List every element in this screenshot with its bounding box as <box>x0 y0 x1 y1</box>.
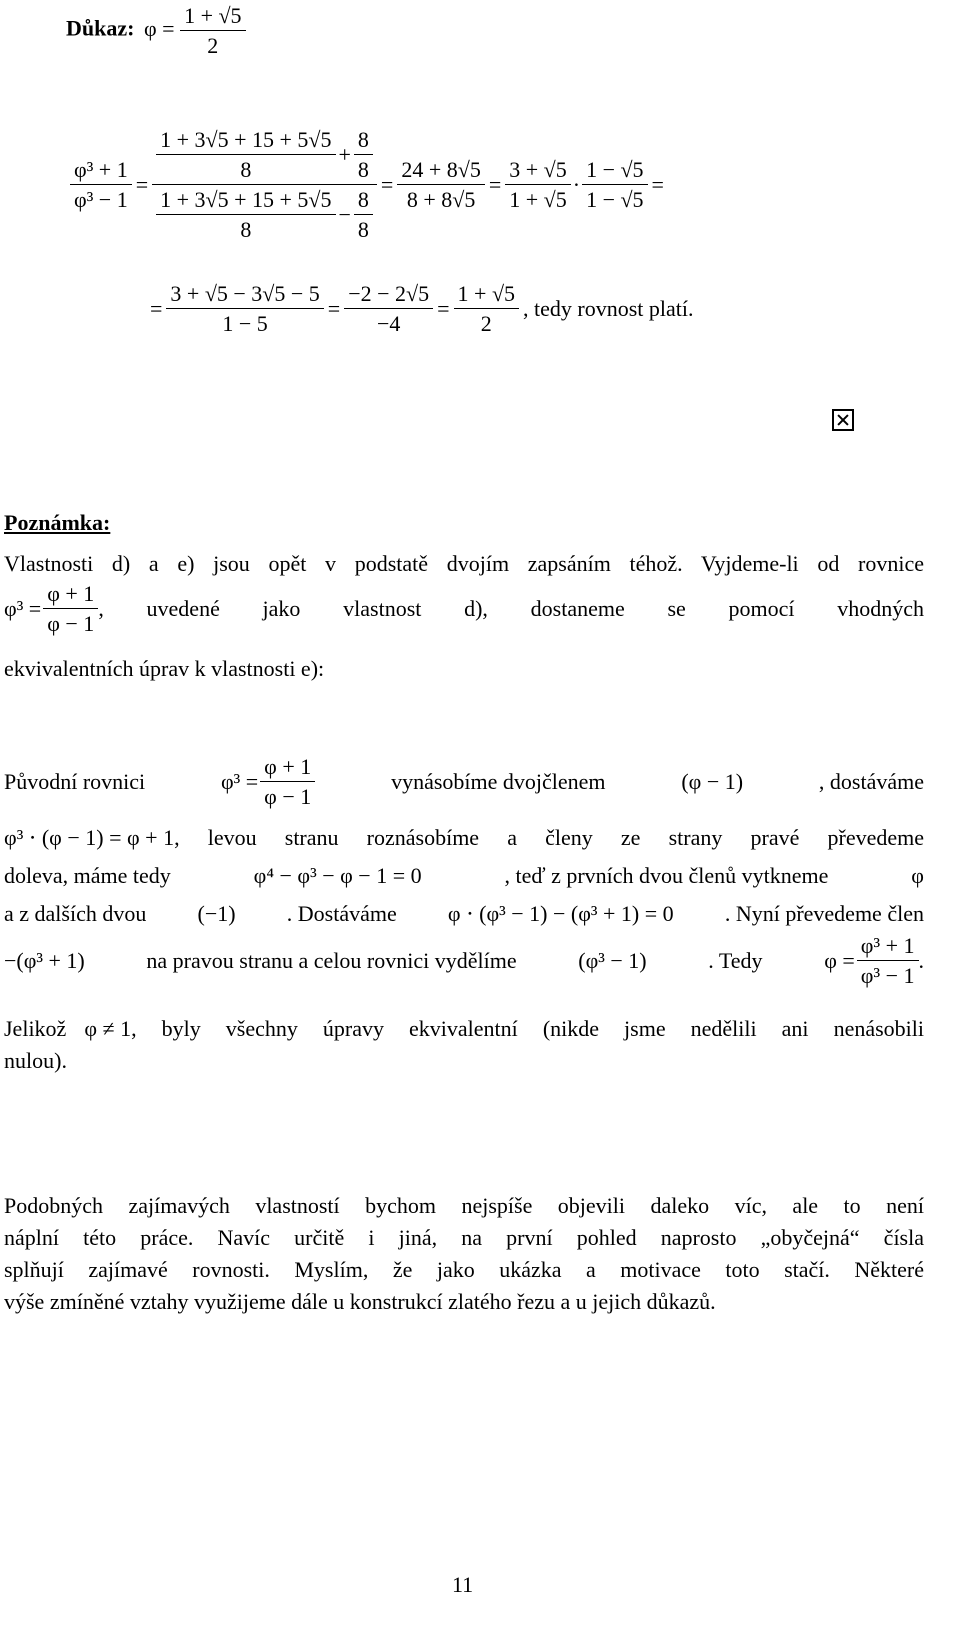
deriv-l4-text2: . Dostáváme <box>286 901 397 926</box>
eq2-s1-num: 3 + √5 − 3√5 − 5 <box>166 282 323 309</box>
eq1-big-den-den: 8 <box>240 217 252 243</box>
eq1-big-num-top: 1 + 3√5 + 15 + 5√5 <box>156 128 335 155</box>
eq2-s3-den: 2 <box>480 311 492 337</box>
eq1-step2-num: 24 + 8√5 <box>397 158 484 185</box>
page-number: 11 <box>452 1572 474 1597</box>
eq2-s2-den: −4 <box>376 311 401 337</box>
deriv-l3-expr: φ⁴ − φ³ − φ − 1 = 0 <box>253 863 422 888</box>
derivation-line-2 <box>4 822 924 854</box>
eq-sign: = <box>380 171 394 197</box>
plus-sign: + <box>338 142 351 168</box>
deriv-l4-expr1: (−1) <box>197 901 236 926</box>
eq1-two-den: 8 <box>357 217 369 243</box>
phi-definition-lhs: φ = <box>143 15 175 41</box>
eq-sign: = <box>651 171 664 197</box>
deriv-p1-frac-lhs: φ³ = <box>220 768 259 794</box>
eq1-step3b-num: 1 − √5 <box>582 158 647 185</box>
deriv-l4-text3: . Nyní převedeme člen <box>724 901 924 926</box>
derivation-line-1 <box>4 755 924 808</box>
derivation-line-3 <box>4 860 924 892</box>
deriv-l4-text1: a z dalších dvou <box>4 901 147 926</box>
deriv-l6-expr: φ ≠ 1 <box>84 1016 132 1041</box>
eq2-s3-num: 1 + √5 <box>454 282 519 309</box>
phi-def-numerator: 1 + √5 <box>180 4 245 31</box>
proof-label: Důkaz: <box>66 15 135 41</box>
deriv-l5-text1: na pravou stranu a celou rovnici vydělíme <box>146 947 517 973</box>
equation-line-2 <box>146 282 694 335</box>
eq-sign: = <box>150 295 163 321</box>
eq2-s1-fraction <box>166 282 323 335</box>
deriv-l3-text1: doleva, máme tedy <box>4 863 171 888</box>
deriv-l6-text2: , byly všechny úpravy ekvivalentní (nikde jsme nedělili ani nenásobili <box>131 1016 924 1041</box>
deriv-p1-expr: (φ − 1) <box>681 768 744 794</box>
eq-sign: = <box>437 295 450 321</box>
closing-line-3: splňují zajímavé rovnosti. Myslím, že jako ukázka a motivace toto stačí. Některé <box>4 1257 924 1282</box>
phi-def-denominator: 2 <box>207 33 219 59</box>
eq1-big-num-den: 8 <box>240 157 252 183</box>
eq-sign: = <box>488 171 502 197</box>
eq1-big-num-frac <box>156 128 335 181</box>
note-line-1: Vlastnosti d) a e) jsou opět v podstatě dvojím zapsáním téhož. Vyjdeme-li od rovnice <box>4 551 924 576</box>
eq2-s2-num: −2 − 2√5 <box>344 282 433 309</box>
closing-line-4: výše zmíněné vztahy využijeme dále u konstrukcí zlatého řezu a u jejich důkazů. <box>4 1289 716 1314</box>
eq2-s3-fraction <box>454 282 519 335</box>
derivation-line-6 <box>4 1013 924 1045</box>
eq-sign: = <box>135 171 149 197</box>
eq1-lhs-num: φ³ + 1 <box>70 158 132 185</box>
eq2-tail-text: , tedy rovnost platí. <box>523 295 694 321</box>
eq1-one-num: 8 <box>354 128 373 155</box>
deriv-l5-fraction <box>857 934 919 987</box>
deriv-l5-expr1: −(φ³ + 1) <box>4 947 85 973</box>
eq2-s1-den: 1 − 5 <box>222 311 268 337</box>
derivation-line-5 <box>4 934 924 987</box>
eq1-lhs-fraction <box>70 158 132 211</box>
eq2-s2-fraction <box>344 282 433 335</box>
eq1-one-frac <box>354 128 373 181</box>
eq-sign: = <box>327 295 341 321</box>
multiply-dot: · <box>572 171 581 197</box>
deriv-l4-expr2: φ ⋅ (φ³ − 1) − (φ³ + 1) = 0 <box>447 901 674 926</box>
deriv-l5-expr2: (φ³ − 1) <box>578 947 647 973</box>
deriv-l5-text2: . Tedy <box>708 947 763 973</box>
deriv-p1c: , dostáváme <box>818 768 924 794</box>
phi-definition-fraction <box>180 4 245 57</box>
eq1-step3b-den: 1 − √5 <box>586 187 644 213</box>
deriv-l5-frac-num: φ³ + 1 <box>857 934 919 961</box>
deriv-p1-fraction <box>260 755 315 808</box>
closing-line-1: Podobných zajímavých vlastností bychom nejspíše objevili daleko víc, ale to není <box>4 1193 924 1218</box>
derivation-line-7: nulou). <box>4 1048 67 1073</box>
note-fraction <box>43 582 98 635</box>
note-frac-lhs: φ³ = <box>4 595 42 621</box>
eq1-two-frac <box>354 188 373 241</box>
eq1-big-den <box>152 185 377 241</box>
proof-header <box>66 4 246 57</box>
eq1-step2-fraction <box>397 158 484 211</box>
deriv-l6-text1: Jelikož <box>4 1016 67 1041</box>
deriv-l5-frac-lhs: φ = <box>824 947 855 973</box>
deriv-l5-frac-den: φ³ − 1 <box>860 963 915 989</box>
equation-line-1 <box>70 128 668 241</box>
eq1-big-den-frac <box>156 188 335 241</box>
eq1-big-num <box>152 128 377 185</box>
note-line-2 <box>4 582 924 635</box>
eq1-big-den-top: 1 + 3√5 + 15 + 5√5 <box>156 188 335 215</box>
deriv-l5-fraction-group <box>824 934 924 987</box>
deriv-p1a: Původní rovnici <box>4 768 146 794</box>
deriv-p1b: vynásobíme dvojčlenem <box>391 768 606 794</box>
eq1-one-den: 8 <box>357 157 369 183</box>
eq1-two-num: 8 <box>354 188 373 215</box>
deriv-l3-phi: φ <box>911 863 924 888</box>
note-heading: Poznámka: <box>4 510 111 535</box>
eq1-step3a-fraction <box>505 158 570 211</box>
deriv-l5-end: . <box>918 947 924 973</box>
eq1-step3a-den: 1 + √5 <box>509 187 567 213</box>
derivation-line-4 <box>4 898 924 930</box>
eq1-step2-den: 8 + 8√5 <box>406 187 476 213</box>
note-line-2-text: , uvedené jako vlastnost d), dostaneme se pomocí vhodných <box>98 595 924 621</box>
deriv-p1-frac-num: φ + 1 <box>260 755 315 782</box>
note-line-3: ekvivalentních úprav k vlastnosti e): <box>4 656 325 681</box>
deriv-l2-text: , levou stranu roznásobíme a členy ze strany pravé převedeme <box>174 825 924 850</box>
end-of-proof-box-icon <box>832 409 854 431</box>
note-frac-num: φ + 1 <box>43 582 98 609</box>
closing-line-2: náplní této práce. Navíc určitě i jiná, na první pohled naprosto „obyčejná“ čísla <box>4 1225 924 1250</box>
deriv-p1-fraction-group <box>221 755 315 808</box>
eq1-step3a-num: 3 + √5 <box>505 158 570 185</box>
note-frac-den: φ − 1 <box>47 611 95 637</box>
minus-sign: − <box>338 202 351 228</box>
deriv-p1-frac-den: φ − 1 <box>264 784 312 810</box>
deriv-l3-text2: , teď z prvních dvou členů vytkneme <box>504 863 829 888</box>
eq1-lhs-den: φ³ − 1 <box>74 187 128 213</box>
eq1-big-fraction <box>152 128 377 241</box>
eq1-step3b-fraction <box>582 158 647 211</box>
deriv-l2-expr: φ³ ⋅ (φ − 1) = φ + 1 <box>4 825 175 850</box>
